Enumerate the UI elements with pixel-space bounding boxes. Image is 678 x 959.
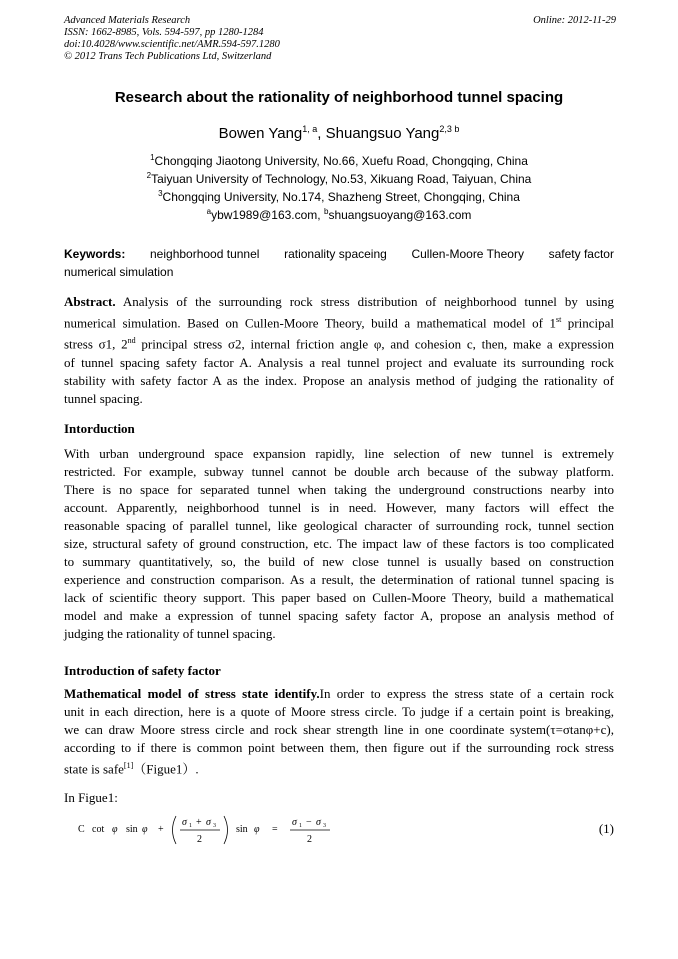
intro-line: size, structural safety of ground construction, etc. The impact law of these factors is too complicated [64, 536, 614, 551]
abstract-label: Abstract. [64, 294, 116, 309]
eq-left-paren [173, 816, 177, 844]
intro-line: model and make a expression of tunnel spacing safety factor A, propose an analysis method of [64, 608, 614, 623]
author-1-name: Bowen Yang [218, 125, 303, 142]
equation-number: (1) [598, 821, 614, 836]
abstract-paragraph [64, 293, 614, 408]
in-figure-line [64, 789, 614, 807]
eq-sub: 3 [323, 823, 326, 829]
safety-heading: Introduction of safety factor [64, 663, 221, 678]
safety-subheading: Mathematical model of stress state identify. [64, 686, 320, 701]
intro-line: to summary quantitatively, so, the build of new close tunnel is usually based on construction [64, 554, 614, 569]
author-line [40, 124, 638, 142]
abstract-text: stress σ1, 2 [64, 336, 128, 352]
abstract-text: stability with safety factor A as the index. Propose an analysis method of judging the rationality of [64, 372, 614, 388]
safety-text: unit in each direction, here is a quote of Moore stress circle. To judge if a certain point is breaking, [64, 704, 614, 719]
safety-text: In order to express the stress state of a certain rock [319, 686, 614, 701]
affiliation-text: Taiyuan University of Technology, No.53, Xikuang Road, Taiyuan, China [151, 172, 532, 186]
affiliation-sup: 2 [146, 171, 152, 180]
intro-line: judging the rationality of tunnel spacing. [64, 626, 276, 641]
affiliation-3 [40, 189, 638, 204]
author-2-sup: 2,3 b [439, 124, 460, 134]
safety-text: according to if there is common point between them, then figure out if the surrounding rock stress [64, 740, 614, 755]
keyword: rationality spaceing [284, 247, 387, 261]
equation-1 [64, 812, 614, 852]
author-separator: , [317, 125, 326, 142]
eq-c: C [78, 824, 85, 835]
keywords-block [64, 245, 614, 281]
abstract-text: numerical simulation. Based on Cullen-Moore Theory, build a mathematical model of 1 [64, 315, 556, 331]
copyright-line: © 2012 Trans Tech Publications Ltd, Switzerland [64, 51, 272, 62]
eq-sigma: σ [206, 817, 211, 828]
keywords-label: Keywords: [64, 247, 126, 261]
email-a[interactable]: ybw1989@163.com, [211, 208, 324, 222]
eq-two: 2 [197, 834, 202, 845]
author-1-sup: 1, a [302, 124, 318, 134]
keyword: Cullen-Moore Theory [411, 247, 524, 261]
eq-right-paren [224, 816, 228, 844]
eq-sin: sin [126, 824, 138, 835]
email-b[interactable]: shuangsuoyang@163.com [328, 208, 472, 222]
eq-plus: + [158, 824, 164, 835]
eq-minus: − [306, 817, 312, 828]
doi-line: doi:10.4028/www.scientific.net/AMR.594-597.1280 [64, 39, 280, 50]
eq-equals: = [272, 824, 278, 835]
intro-line: experience and construction comparison. As a result, the determination of rational tunnel spacing is [64, 572, 614, 587]
abstract-text: principal stress σ2, internal friction angle φ, and cohesion c, then, make a expression [135, 336, 614, 352]
safety-text: （Figue1）. [133, 761, 199, 777]
intro-line: There is no space for separated tunnel when taking the underground constructions nearby into [64, 482, 614, 497]
abstract-text: principal [561, 315, 614, 331]
eq-sub: 3 [213, 823, 216, 829]
eq-sigma: σ [316, 817, 321, 828]
affiliation-1 [40, 153, 638, 168]
citation-ref[interactable]: [1] [123, 761, 134, 770]
eq-sub: 1 [189, 823, 192, 829]
eq-phi: φ [112, 824, 118, 835]
affiliation-text: Chongqing Jiaotong University, No.66, Xuefu Road, Chongqing, China [154, 154, 528, 168]
ordinal-sup: nd [127, 336, 136, 346]
safety-text: we can draw Moore stress circle and rock shear strength line in one coordinate system(τ=σtanφ+c), [64, 722, 614, 737]
eq-sigma: σ [292, 817, 297, 828]
affiliation-sup: 1 [150, 153, 155, 162]
intro-line: restricted. For example, subway tunnel cannot be double arch because of the subway platform. [64, 464, 614, 479]
eq-sigma: σ [182, 817, 187, 828]
abstract-text: tunnel spacing. [64, 390, 143, 406]
eq-sin: sin [236, 824, 248, 835]
email-line [40, 207, 638, 222]
keyword: neighborhood tunnel [150, 247, 260, 261]
email-b-sup: b [323, 207, 329, 216]
abstract-text: of tunnel spacing safety factor A. Analysis a real tunnel project and evaluate its surrounding rock [64, 354, 614, 370]
equation-graphic [64, 812, 364, 852]
eq-cot: cot [92, 824, 105, 835]
journal-header [64, 15, 616, 63]
paper-title: Research about the rationality of neighborhood tunnel spacing [114, 89, 564, 106]
eq-phi: φ [254, 824, 260, 835]
intro-line: reasonable spacing of parallel tunnel, like geological character of surrounding rock, tunnel section [64, 518, 614, 533]
in-figure-text: In Figue1: [64, 790, 118, 805]
intro-paragraph [64, 445, 614, 643]
keyword: safety factor [548, 247, 614, 261]
keyword: numerical simulation [64, 265, 174, 279]
eq-phi: φ [142, 824, 148, 835]
affiliation-text: Chongqing University, No.174, Shazheng Street, Chongqing, China [162, 190, 520, 204]
intro-line: account. Apparently, neighborhood tunnel is in need. However, many factors will effect the [64, 500, 614, 515]
email-a-sup: a [206, 207, 212, 216]
eq-two: 2 [307, 834, 312, 845]
safety-paragraph [64, 685, 614, 778]
journal-name: Advanced Materials Research [64, 15, 191, 26]
affiliation-2 [40, 171, 638, 186]
eq-sub: 1 [299, 823, 302, 829]
eq-plus: + [196, 817, 202, 828]
issn-line: ISSN: 1662-8985, Vols. 594-597, pp 1280-1284 [64, 27, 264, 38]
affiliation-sup: 3 [158, 189, 163, 198]
intro-line: lack of scientific theory support. This paper based on Cullen-Moore Theory, build a mathematical [64, 590, 614, 605]
intro-heading: Intorduction [64, 421, 135, 436]
ordinal-sup: st [555, 315, 562, 324]
intro-line: With urban underground space expansion rapidly, line selection of new tunnel is extremely [64, 446, 614, 461]
author-2-name: Shuangsuo Yang [325, 125, 440, 142]
abstract-text: Analysis of the surrounding rock stress distribution of neighborhood tunnel by using [115, 294, 614, 309]
safety-text: state is safe [64, 761, 124, 777]
online-date: Online: 2012-11-29 [533, 15, 616, 26]
